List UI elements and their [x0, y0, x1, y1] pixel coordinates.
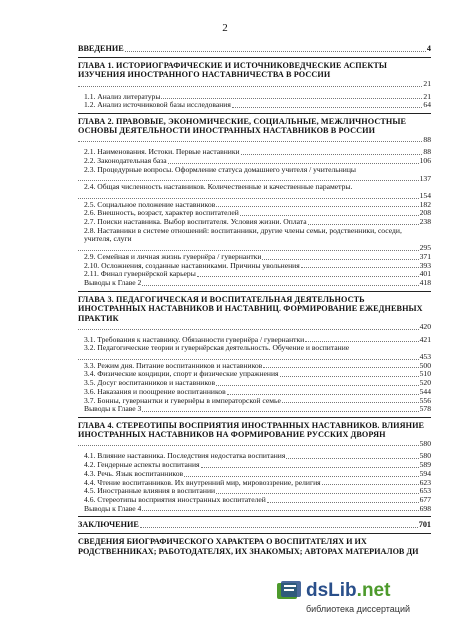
- divider: [78, 57, 431, 58]
- toc-entry-page: 21: [423, 91, 431, 101]
- dot-leader: [142, 510, 418, 511]
- dot-leader: [78, 192, 419, 199]
- dot-leader: [286, 458, 418, 459]
- conclusion-page: 701: [418, 520, 431, 530]
- toc-entry-label[interactable]: 2.8. Наставники в системе отношений: воспитанники, другие члены семьи, родственники, соседи, учителя, слуги: [84, 225, 402, 244]
- dslib-subtitle: библиотека диссертаций: [306, 604, 411, 614]
- dslib-watermark[interactable]: [274, 577, 444, 617]
- dot-leader: [267, 502, 419, 503]
- toc-entry-page: 154: [419, 190, 431, 200]
- dslib-logo-icon: [274, 579, 304, 603]
- divider: [78, 417, 431, 418]
- toc-entry-label[interactable]: 2.3. Процедурные вопросы. Оформление статуса домашнего учителя / учительницы: [84, 164, 357, 174]
- toc-entry-page: 556: [419, 395, 431, 405]
- dot-leader: [140, 527, 418, 528]
- toc-entry[interactable]: [78, 262, 431, 271]
- chapter-page-line: [78, 80, 431, 89]
- toc-entry-label: 4.3. Речь. Язык воспитанников: [84, 469, 184, 478]
- toc-entry-label: 2.6. Внешность, возраст, характер воспитателей: [84, 209, 239, 218]
- toc-entry[interactable]: [78, 479, 431, 488]
- toc-entry[interactable]: [78, 201, 431, 210]
- toc-entry[interactable]: [78, 270, 431, 279]
- dot-leader: [184, 476, 419, 477]
- dot-leader: [78, 136, 422, 143]
- chapter-title[interactable]: ГЛАВА 2. ПРАВОВЫЕ, ЭКОНОМИЧЕСКИЕ, СОЦИАЛЬНЫЕ, МЕЖЛИЧНОСТНЫЕ ОСНОВЫ ДЕЯТЕЛЬНОСТИ ИНОСТРАННЫХ НАСТАВНИКОВ В РОССИИ: [78, 116, 407, 136]
- chapter-page: 580: [419, 438, 431, 448]
- toc-entry[interactable]: [78, 93, 431, 102]
- toc-entry-page: 238: [419, 217, 431, 227]
- toc-entry-page: 698: [419, 503, 431, 513]
- toc-entry-page: 544: [419, 386, 431, 396]
- toc-entry-page: 208: [419, 208, 431, 218]
- dot-leader: [201, 467, 419, 468]
- appendix-title: СВЕДЕНИЯ БИОГРАФИЧЕСКОГО ХАРАКТЕРА О ВОСПИТАТЕЛЯХ И ИХ РОДСТВЕННИКАХ; РАБОТОДАТЕЛЯХ, ИХ ЗНАКОМЫХ; АВТОРАХ МАТЕРИАЛОВ ДИ: [78, 537, 419, 556]
- chapter-page: 88: [423, 134, 431, 144]
- brand-tld: .net: [356, 580, 391, 601]
- toc-entry-page: 623: [419, 477, 431, 487]
- dot-leader: [216, 493, 419, 494]
- chapter-page-line: [78, 323, 431, 332]
- dot-leader: [263, 367, 418, 368]
- toc-entry-label: 4.2. Гендерные аспекты воспитания: [84, 461, 200, 470]
- toc-entry-label: 2.10. Осложнения, созданные наставниками. Причины увольнения: [84, 261, 300, 270]
- toc-entry-label: 3.3. Режим дня. Питание воспитанников и наставников: [84, 361, 263, 370]
- toc-entry-page: 510: [419, 369, 431, 379]
- toc-entry-label: Выводы к Главе 2: [84, 278, 142, 287]
- dot-leader: [197, 276, 419, 277]
- dot-leader: [240, 215, 419, 216]
- toc-entry[interactable]: [78, 279, 431, 288]
- chapter-page-line: [78, 440, 431, 449]
- toc-conclusion-row[interactable]: [78, 520, 431, 530]
- toc-entry-page: 401: [419, 269, 431, 279]
- toc-entry-label: 1.1. Анализ литературы: [84, 92, 161, 101]
- toc-entry[interactable]: [78, 470, 431, 479]
- toc-entry[interactable]: [78, 397, 431, 406]
- toc-entry-page: 182: [419, 199, 431, 209]
- chapter-title[interactable]: ГЛАВА 1. ИСТОРИОГРАФИЧЕСКИЕ И ИСТОЧНИКОВЕДЧЕСКИЕ АСПЕКТЫ ИЗУЧЕНИЯ ИНОСТРАННОГО НАСТАВНИЧЕСТВА В РОССИИ: [78, 61, 388, 80]
- toc-entry[interactable]: [78, 452, 431, 461]
- divider: [78, 113, 431, 114]
- toc-entry[interactable]: [78, 496, 431, 505]
- toc-entry[interactable]: [78, 379, 431, 388]
- toc-entry-page: 453: [419, 352, 431, 362]
- dot-leader: [78, 440, 419, 447]
- dot-leader: [216, 206, 418, 207]
- divider: [78, 533, 431, 534]
- dot-leader: [216, 385, 419, 386]
- toc-entry-label: Выводы к Главе 3: [84, 405, 142, 414]
- chapter-title[interactable]: ГЛАВА 4. СТЕРЕОТИПЫ ВОСПРИЯТИЯ ИНОСТРАННЫХ НАСТАВНИКОВ. ВЛИЯНИЕ ИНОСТРАННЫХ НАСТАВНИКОВ НА ФОРМИРОВАНИЕ РУССКИХ ДВОРЯН: [78, 420, 425, 440]
- dot-leader: [305, 341, 418, 342]
- dot-leader: [78, 323, 419, 330]
- dot-leader: [322, 484, 419, 485]
- intro-label: ВВЕДЕНИЕ: [78, 44, 124, 53]
- dot-leader: [161, 98, 422, 99]
- divider: [78, 291, 431, 292]
- toc-entry-label: 2.5. Социальное положение наставников: [84, 200, 216, 209]
- dot-leader: [227, 394, 419, 395]
- dot-leader: [241, 154, 423, 155]
- toc-entry-page: 578: [419, 404, 431, 414]
- toc-entry-page: 500: [419, 360, 431, 370]
- toc-entry[interactable]: [78, 101, 431, 110]
- chapter-page: 420: [419, 321, 431, 331]
- toc-entry[interactable]: [78, 461, 431, 470]
- toc-entry-label[interactable]: 3.2. Педагогические теории и гувернёрская деятельность. Обучение и воспитание: [84, 343, 350, 353]
- toc-entry-label: 3.4. Физические кондиции, спорт и физические упражнения: [84, 370, 279, 379]
- toc-entry-label: 2.9. Семейная и личная жизнь гувернёра / гувернантки: [84, 252, 262, 261]
- toc-entry[interactable]: [78, 505, 431, 514]
- chapter-page: 21: [423, 78, 431, 88]
- toc-entry-page-line: [78, 244, 431, 253]
- chapters-list: [78, 61, 431, 513]
- toc-entry-page: 580: [419, 451, 431, 461]
- dslib-brand: [306, 580, 390, 602]
- toc-entry-page: 418: [419, 277, 431, 287]
- toc-entry-page: 653: [419, 486, 431, 496]
- dot-leader: [262, 259, 418, 260]
- dot-leader: [78, 175, 419, 182]
- toc-entry-page: 371: [419, 251, 431, 261]
- toc-entry-label: 3.6. Наказания и поощрение воспитанников: [84, 387, 226, 396]
- dot-leader: [125, 51, 426, 52]
- toc-entry-label: 2.1. Наименования. Истоки. Первые наставники: [84, 148, 240, 157]
- toc-intro-row[interactable]: [78, 44, 431, 54]
- toc-entry-page: 677: [419, 494, 431, 504]
- dot-leader: [168, 163, 419, 164]
- toc-entry-label: 2.2. Законодательная база: [84, 157, 167, 166]
- toc-entry-label: 2.7. Поиски наставника. Выбор воспитателя. Условия жизни. Оплата: [84, 218, 307, 227]
- dot-leader: [282, 402, 419, 403]
- toc-entry-page: 295: [419, 243, 431, 253]
- conclusion-label: ЗАКЛЮЧЕНИЕ: [78, 520, 139, 530]
- intro-page: 4: [426, 44, 431, 53]
- dot-leader: [142, 285, 418, 286]
- dot-leader: [78, 353, 419, 360]
- toc-entry[interactable]: [78, 209, 431, 218]
- toc-entry-page-line: [78, 192, 431, 201]
- toc-entry-label: 3.5. Досуг воспитанников и наставников: [84, 379, 216, 388]
- toc-entry-page: 594: [419, 468, 431, 478]
- divider: [78, 516, 431, 517]
- toc-entry-label: 4.5. Иностранные влияния в воспитании: [84, 487, 216, 496]
- dot-leader: [308, 224, 419, 225]
- table-of-contents: [78, 44, 431, 556]
- toc-entry[interactable]: [78, 370, 431, 379]
- toc-entry-label: 4.1. Влияние наставника. Последствия недостатка воспитания: [84, 452, 286, 461]
- page-number: 2: [222, 22, 228, 34]
- dot-leader: [78, 80, 422, 87]
- chapter-page-line: [78, 136, 431, 145]
- dot-leader: [301, 267, 419, 268]
- toc-entry[interactable]: [78, 388, 431, 397]
- toc-entry-label: 4.6. Стереотипы восприятия иностранных воспитателей: [84, 495, 266, 504]
- chapter-title[interactable]: ГЛАВА 3. ПЕДАГОГИЧЕСКАЯ И ВОСПИТАТЕЛЬНАЯ ДЕЯТЕЛЬНОСТЬ ИНОСТРАННЫХ НАСТАВНИКОВ И НАСТАВНИЦ. ФОРМИРОВАНИЕ ЕЖЕДНЕВНЫХ ПРАКТИК: [78, 294, 423, 323]
- toc-entry-label: 4.4. Чтение воспитанников. Их внутренний мир, мировоззрение, религия: [84, 478, 321, 487]
- dot-leader: [280, 376, 419, 377]
- toc-entry-label[interactable]: 2.4. Общая численность наставников. Количественные и качественные параметры.: [84, 182, 353, 192]
- dot-leader: [78, 244, 419, 251]
- toc-entry-page: 88: [423, 147, 431, 157]
- toc-entry-page: 64: [423, 100, 431, 110]
- toc-entry-page: 589: [419, 460, 431, 470]
- toc-entry-page: 106: [419, 156, 431, 166]
- toc-entry-page-line: [78, 353, 431, 362]
- toc-entry-label: 1.2. Анализ источниковой базы исследования: [84, 101, 231, 110]
- toc-entry-page: 520: [419, 378, 431, 388]
- toc-entry[interactable]: [78, 487, 431, 496]
- toc-entry[interactable]: [78, 362, 431, 371]
- brand-main: dsLib: [306, 580, 357, 601]
- toc-entry[interactable]: [78, 405, 431, 414]
- dot-leader: [232, 107, 423, 108]
- toc-entry[interactable]: [78, 148, 431, 157]
- toc-entry-page: 393: [419, 260, 431, 270]
- toc-entry[interactable]: [78, 253, 431, 262]
- dot-leader: [142, 411, 418, 412]
- toc-entry-page: 421: [419, 334, 431, 344]
- toc-entry-label: 3.1. Требования к наставнику. Обязанности гувернёра / гувернантки: [84, 335, 305, 344]
- toc-entry-label: 3.7. Бонны, гувернантки и гувернёры в императорской семье: [84, 396, 281, 405]
- toc-entry-label: Выводы к Главе 4: [84, 504, 142, 513]
- toc-entry-label: 2.11. Финал гувернёрской карьеры: [84, 270, 196, 279]
- toc-entry-page: 137: [419, 173, 431, 183]
